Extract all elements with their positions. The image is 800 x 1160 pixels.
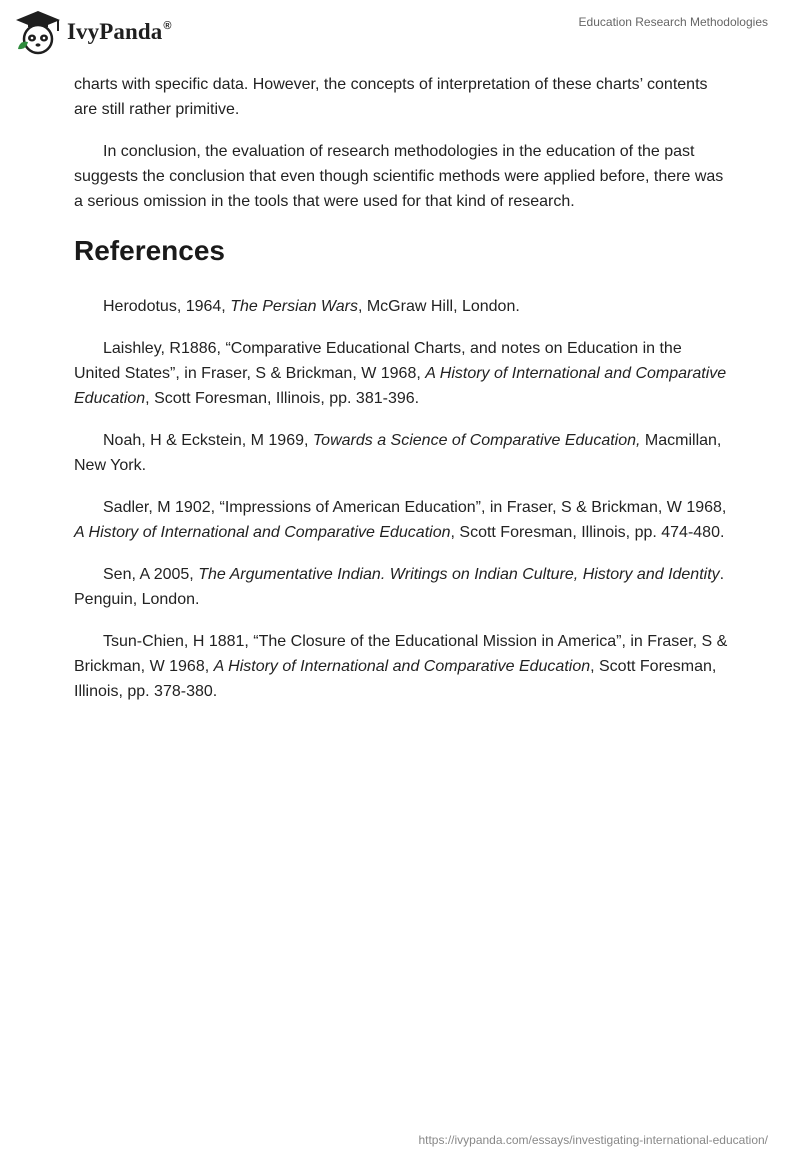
- panda-graduate-icon: [14, 9, 62, 55]
- reference-title: A History of International and Comparative Education: [74, 524, 451, 541]
- reference-item: Sadler, M 1902, “Impressions of American Education”, in Fraser, S & Brickman, W 1968, A History of International and Comparative Education, Scott Foresman, Illinois, pp. 474-480.: [74, 499, 727, 541]
- paragraph-continued: charts with specific data. However, the concepts of interpretation of these charts’ contents are still rather primitive.: [74, 76, 708, 118]
- reference-item: Tsun-Chien, H 1881, “The Closure of the Educational Mission in America”, in Fraser, S & Brickman, W 1968, A History of International and Comparative Education, Scott Foresman, Illinois, pp. 378-380.: [74, 633, 728, 700]
- essay-content: [74, 72, 728, 721]
- reference-title: A History of International and Comparative Education: [74, 365, 727, 407]
- reference-title: The Persian Wars: [230, 298, 358, 315]
- references-heading: References: [74, 235, 225, 266]
- reference-list: [74, 294, 728, 704]
- source-url-link[interactable]: https://ivypanda.com/essays/investigating-international-education/: [418, 1133, 768, 1147]
- paragraph-conclusion: In conclusion, the evaluation of research methodologies in the education of the past suggests the conclusion that even though scientific methods were applied before, there was a serious omission in the tools that were used for that kind of research.: [74, 143, 724, 210]
- reference-item: Noah, H & Eckstein, M 1969, Towards a Science of Comparative Education, Macmillan, New York.: [74, 432, 722, 474]
- reference-item: Laishley, R1886, “Comparative Educational Charts, and notes on Education in the United States”, in Fraser, S & Brickman, W 1968, A History of International and Comparative Education, Scott Foresman, Illinois, pp. 381-396.: [74, 340, 727, 407]
- reference-item: Herodotus, 1964, The Persian Wars, McGraw Hill, London.: [103, 298, 520, 315]
- reference-title: A History of International and Comparative Education: [213, 658, 591, 675]
- brand-name: IvyPanda: [67, 19, 163, 44]
- reference-title: Towards a Science of Comparative Education,: [312, 432, 641, 449]
- document-title: Education Research Methodologies: [578, 15, 768, 29]
- registered-mark: ®: [163, 20, 172, 32]
- reference-title: The Argumentative Indian. Writings on Indian Culture, History and Identity: [198, 566, 720, 583]
- reference-item: Sen, A 2005, The Argumentative Indian. Writings on Indian Culture, History and Identity. Penguin, London.: [74, 566, 725, 608]
- page-header: [0, 0, 800, 62]
- ivypanda-logo[interactable]: [14, 9, 172, 55]
